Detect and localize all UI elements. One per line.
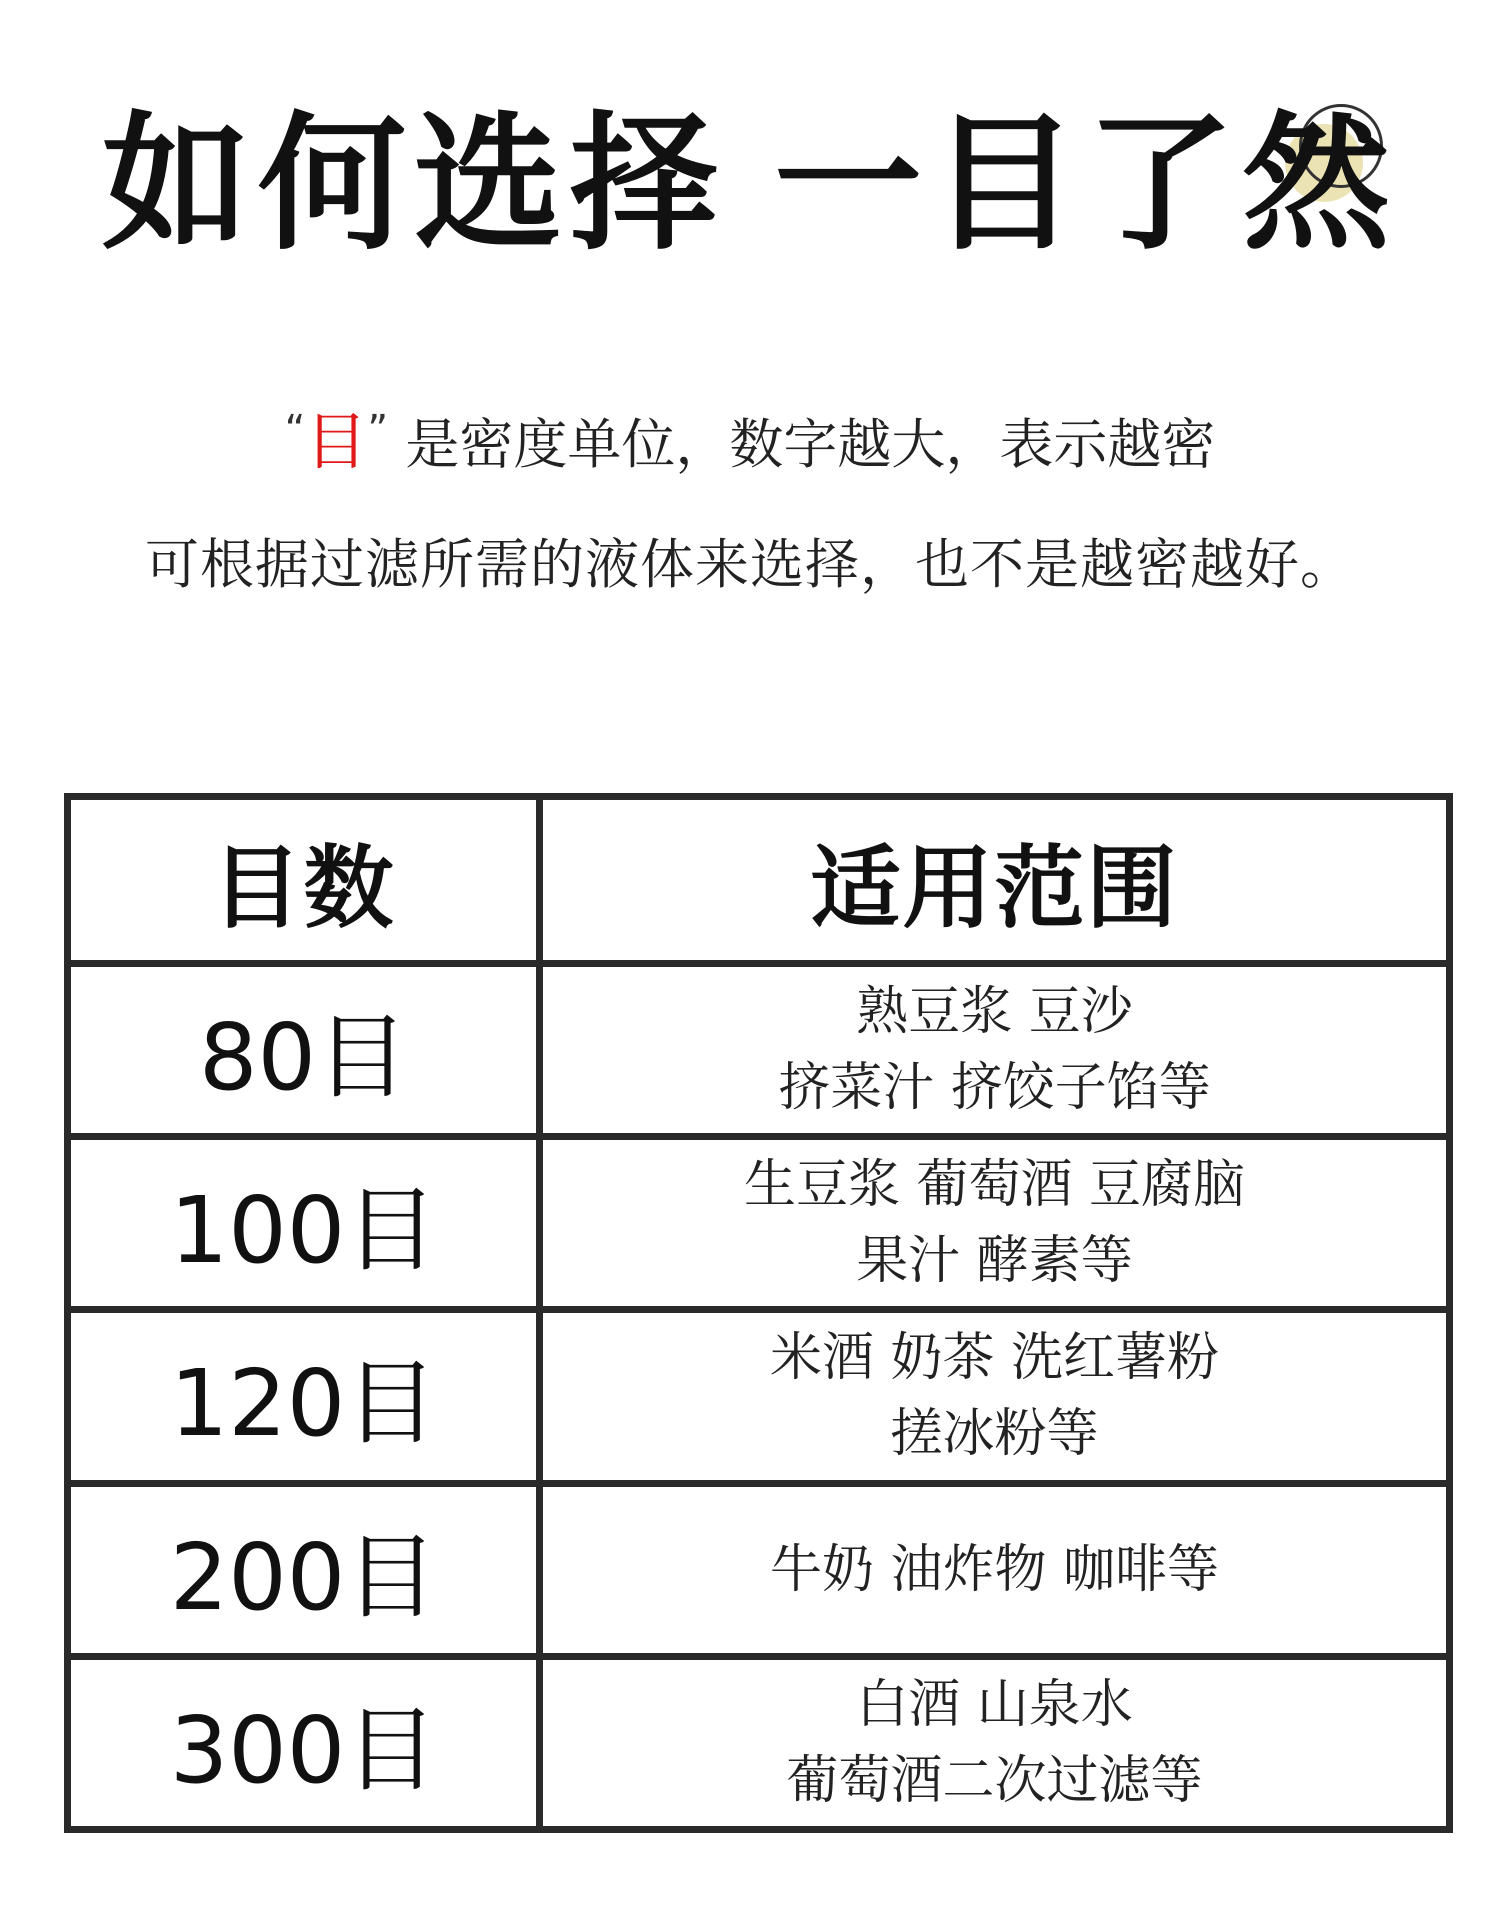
quote-open: “ <box>284 407 306 453</box>
header-usage: 适用范围 <box>540 797 1450 964</box>
table-row <box>68 1483 1450 1656</box>
mesh-value: 300目 <box>68 1656 540 1829</box>
usage-cell <box>540 1656 1450 1829</box>
table-row <box>68 1656 1450 1829</box>
usage-cell <box>540 1483 1450 1656</box>
mesh-value: 120目 <box>68 1310 540 1483</box>
title-text <box>102 98 1398 270</box>
title-part-1: 如何选择 <box>102 98 726 270</box>
table-row <box>68 1310 1450 1483</box>
usage-line: 生豆浆 葡萄酒 豆腐脑 <box>743 1155 1246 1216</box>
usage-cell <box>540 964 1450 1137</box>
header-mesh: 目数 <box>68 797 540 964</box>
mesh-value: 100目 <box>68 1137 540 1310</box>
usage-line: 熟豆浆 豆沙 <box>856 982 1133 1043</box>
table-header-row <box>68 797 1450 964</box>
quote-close: ” <box>367 407 389 453</box>
usage-line: 搓冰粉等 <box>890 1404 1099 1465</box>
usage-cell <box>540 1310 1450 1483</box>
usage-line: 白酒 山泉水 <box>856 1674 1133 1735</box>
mesh-table <box>64 793 1453 1833</box>
title-part-2: 一目了然 <box>774 98 1398 270</box>
table-row <box>68 1137 1450 1310</box>
usage-cell <box>540 1137 1450 1310</box>
page-title <box>0 98 1500 270</box>
usage-line: 米酒 奶茶 洗红薯粉 <box>769 1328 1220 1389</box>
mesh-value: 80目 <box>68 964 540 1137</box>
intro-line-1 <box>0 405 1500 478</box>
intro-line-2: 可根据过滤所需的液体来选择，也不是越密越好。 <box>145 533 1355 596</box>
usage-line: 葡萄酒二次过滤等 <box>786 1750 1203 1811</box>
usage-line: 果汁 酵素等 <box>856 1231 1133 1292</box>
table-row <box>68 964 1450 1137</box>
intro-line-1-text: 是密度单位，数字越大，表示越密 <box>405 413 1216 476</box>
mesh-value: 200目 <box>68 1483 540 1656</box>
usage-line: 牛奶 油炸物 咖啡等 <box>769 1539 1220 1600</box>
highlight-mesh-char: 目 <box>305 405 368 478</box>
usage-line: 挤菜汁 挤饺子馅等 <box>778 1058 1211 1119</box>
